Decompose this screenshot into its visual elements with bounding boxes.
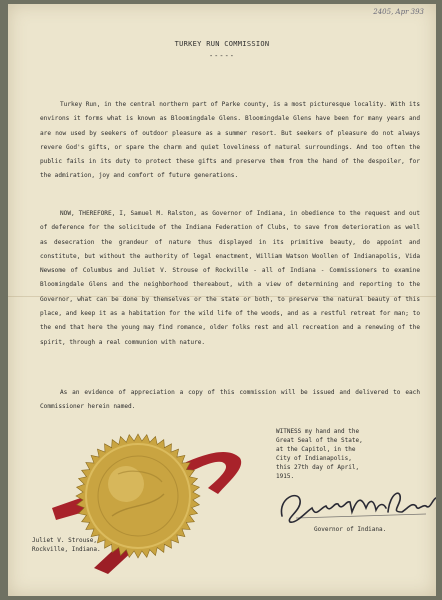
witness-line: City of Indianapolis, (276, 455, 352, 462)
governor-signature (276, 478, 436, 528)
witness-line: Great Seal of the State, (276, 437, 363, 444)
margin-note: 2405, Apr 393 (373, 8, 424, 16)
commission-document (8, 4, 436, 596)
address-line: Juliet V. Strouse, (32, 537, 98, 544)
title-rule: ----- (208, 52, 236, 60)
witness-line: at the Capitol, in the (276, 446, 356, 453)
paragraph-appointment: NOW, THEREFORE, I, Samuel M. Ralston, as Governor of Indiana, in obedience to the request and out of deference for the solicitude of the Indiana Federation of Clubs, to save from deterioration as well as desecration the grandeur of nature thus displayed in its primitive beauty, do appoint and constitute, but without the authority of legal enactment, William Watson Woollen of Indianapolis, Vida Newsome of Columbus and Juliet V. Strouse of Rockville - all of Indiana - Commissioners to examine Bloomingdale Glens and the neighborhood thereabout, with a view of determining and reporting to the Governor, what can be done by themselves or the state or both, to preserve the natural beauty of this place, and keep it as a habitation for the wild life of the woods, and as a restful retreat for man; to the end that here the young may find romance, older folks rest and all recreation and a renewing of the spirit, through a real communion with nature. (40, 210, 420, 346)
recipient-address (32, 536, 101, 554)
witness-block (276, 427, 416, 481)
document-title: TURKEY RUN COMMISSION (174, 40, 270, 48)
signature-title: Governor of Indiana. (314, 526, 387, 533)
paragraph-evidence: As an evidence of appreciation a copy of this commission will be issued and delivered to each Commissioner herein named. (40, 389, 420, 411)
witness-line: 1915. (276, 473, 295, 480)
witness-line: WITNESS my hand and the (276, 428, 360, 435)
address-line: Rockville, Indiana. (32, 546, 101, 553)
witness-line: this 27th day of April, (276, 464, 360, 471)
paragraph-intro: Turkey Run, in the central northern part of Parke county, is a most picturesque locality. With its environs it forms what is known as Bloomingdale Glens. Bloomingdale Glens have been for many years and are now used by seekers of outdoor pleasure as a summer resort. But seekers of pleasure do not always revere God's gifts, or spare the charm and quiet loveliness of natural surroundings. And too often the public fails in its duty to protect these gifts and preserve them from the hand of the despoiler, for the admiration, joy and comfort of future generations. (40, 101, 420, 180)
